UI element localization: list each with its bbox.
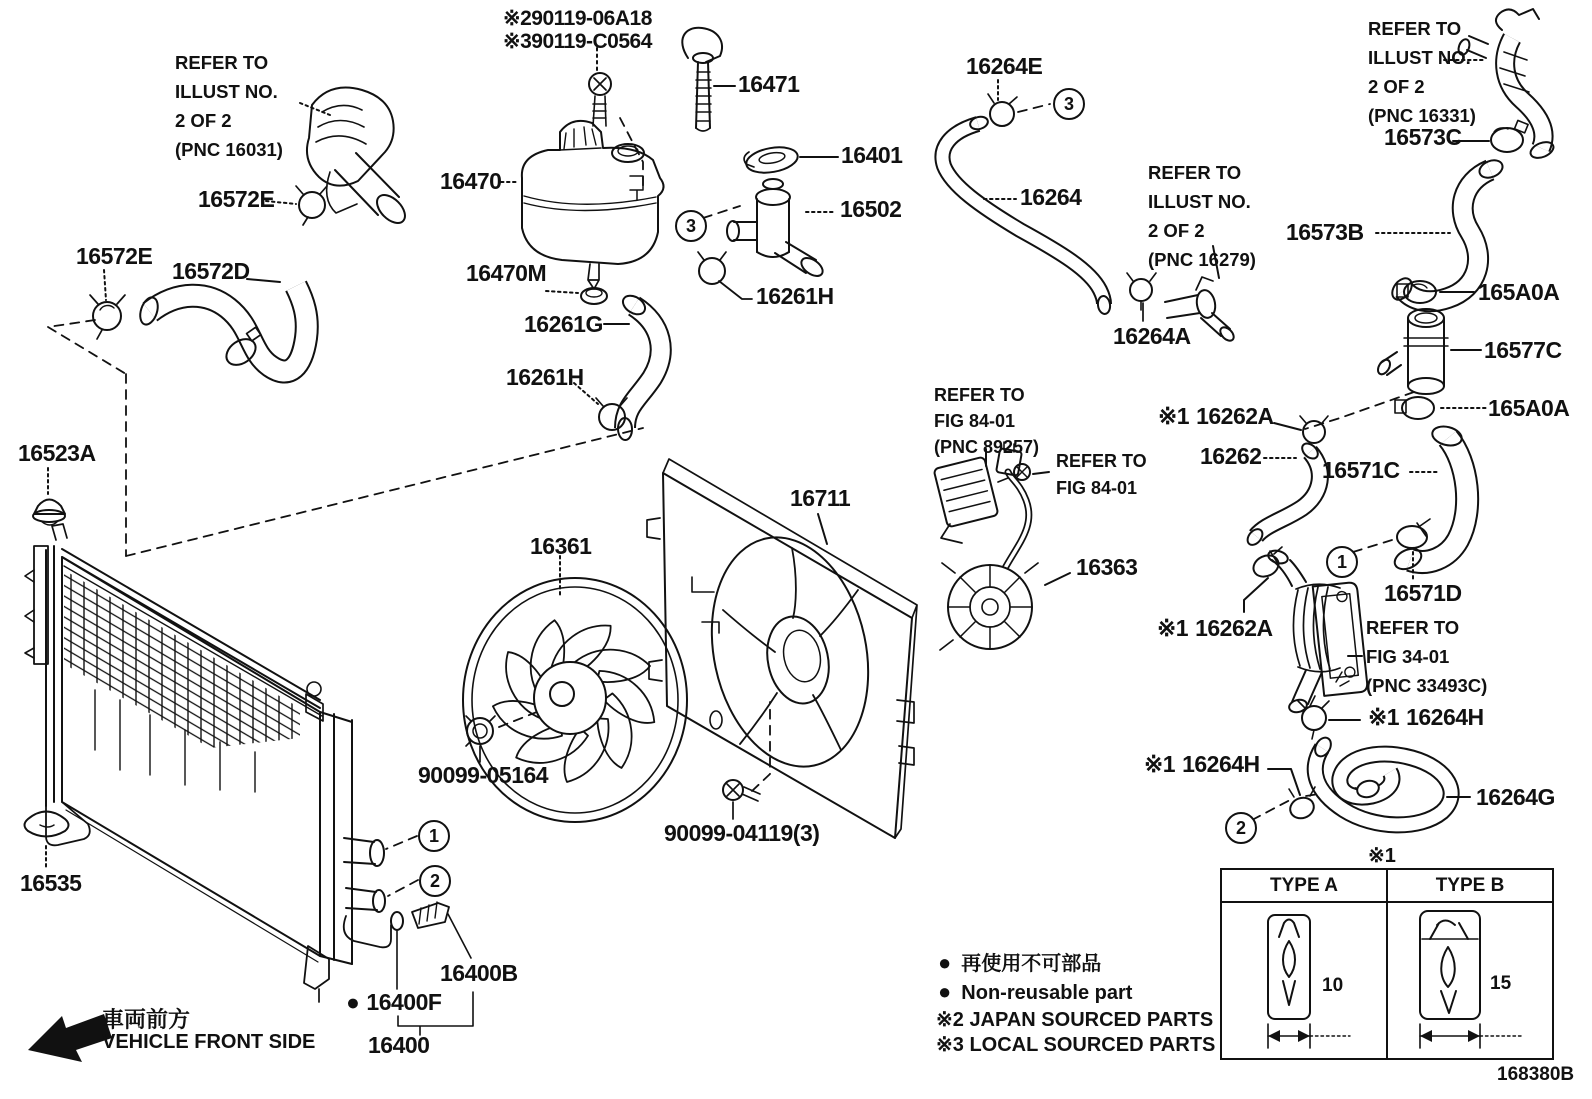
type-table-col-b: TYPE B	[1435, 874, 1505, 896]
part-label-16572d: 16572D	[172, 258, 250, 284]
part-label-290119-06a18: ※290119-06A18	[503, 7, 652, 30]
part-label-16361: 16361	[530, 533, 592, 559]
part-label-16262: 16262	[1200, 443, 1262, 469]
part-label-16470: 16470	[440, 168, 502, 194]
part-label-16400: 16400	[368, 1032, 430, 1058]
legend-nonreusable-en: ● Non-reusable part	[938, 979, 1133, 1004]
part-label-16261h-lower: 16261H	[506, 364, 584, 390]
part-label-90099-05164: 90099-05164	[418, 762, 549, 788]
callout-3-tank: 3	[675, 210, 707, 242]
part-label-16400f: ● 16400F	[346, 989, 442, 1015]
part-label-16262a-upper: ※1 16262A	[1158, 403, 1274, 429]
part-label-16262a-lower: ※1 16262A	[1157, 615, 1273, 641]
part-label-16572e-top: 16572E	[198, 186, 275, 212]
type-table-marker: ※1	[1368, 845, 1396, 867]
legend-nonreusable-jp: ● 再使用不可部品	[938, 950, 1102, 975]
part-label-16571d: 16571D	[1384, 580, 1462, 606]
callout-3-hose: 3	[1053, 88, 1085, 120]
part-label-16711: 16711	[790, 485, 851, 511]
part-label-16261g: 16261G	[524, 311, 603, 337]
part-label-16502: 16502	[840, 196, 902, 222]
part-label-16401: 16401	[841, 142, 903, 168]
callout-1-radiator: 1	[418, 820, 450, 852]
part-label-16261h-upper: 16261H	[756, 283, 834, 309]
part-label-16363: 16363	[1076, 554, 1138, 580]
direction-label-en: VEHICLE FRONT SIDE	[102, 1031, 316, 1053]
part-label-16535: 16535	[20, 870, 82, 896]
part-label-90099-04119: 90099-04119(3)	[664, 820, 820, 846]
part-label-16400b: 16400B	[440, 960, 518, 986]
callout-1-cooler: 1	[1326, 546, 1358, 578]
part-label-16264: 16264	[1020, 184, 1082, 210]
part-label-16264a: 16264A	[1113, 323, 1191, 349]
part-label-16264h-lower: ※1 16264H	[1144, 751, 1260, 777]
part-label-16471: 16471	[738, 71, 800, 97]
part-label-390119-c0564: ※390119-C0564	[503, 30, 652, 53]
part-label-16264h-upper: ※1 16264H	[1368, 704, 1484, 730]
part-label-165a0a-lower: 165A0A	[1488, 395, 1570, 421]
part-label-16264g: 16264G	[1476, 784, 1555, 810]
refer-block-pnc89257: REFER TO FIG 84-01 (PNC 89257)	[934, 385, 1040, 457]
type-a-dimension: 10	[1322, 975, 1344, 996]
legend-local-sourced: ※3 LOCAL SOURCED PARTS	[936, 1034, 1216, 1056]
part-label-16470m: 16470M	[466, 260, 547, 286]
refer-block-pnc16031: REFER TO ILLUST NO. 2 OF 2 (PNC 16031)	[175, 52, 283, 160]
part-label-16577c: 16577C	[1484, 337, 1562, 363]
part-label-16573b: 16573B	[1286, 219, 1364, 245]
callout-2-radiator: 2	[419, 865, 451, 897]
part-label-16573c: 16573C	[1384, 124, 1462, 150]
legend-japan-sourced: ※2 JAPAN SOURCED PARTS	[936, 1009, 1214, 1031]
refer-block-fig34-01: REFER TO FIG 34-01 (PNC 33493C)	[1366, 617, 1488, 696]
figure-code: 168380B	[1497, 1064, 1575, 1085]
refer-block-pnc16331: REFER TO ILLUST NO. 2 OF 2 (PNC 16331)	[1368, 18, 1476, 126]
type-table-divider	[1386, 901, 1388, 1058]
part-label-16264e: 16264E	[966, 53, 1043, 79]
part-label-165a0a-upper: 165A0A	[1478, 279, 1560, 305]
type-table	[1220, 868, 1554, 1060]
refer-block-pnc16279: REFER TO ILLUST NO. 2 OF 2 (PNC 16279)	[1148, 162, 1256, 270]
callout-2-cooler: 2	[1225, 812, 1257, 844]
direction-label-jp: 車両前方	[102, 1007, 191, 1032]
part-label-16571c: 16571C	[1322, 457, 1400, 483]
refer-block-fig84-01: REFER TO FIG 84-01	[1056, 451, 1147, 498]
type-b-dimension: 15	[1490, 973, 1512, 994]
part-label-16523a: 16523A	[18, 440, 96, 466]
part-label-16572e-left: 16572E	[76, 243, 153, 269]
type-table-col-a: TYPE A	[1222, 870, 1388, 901]
